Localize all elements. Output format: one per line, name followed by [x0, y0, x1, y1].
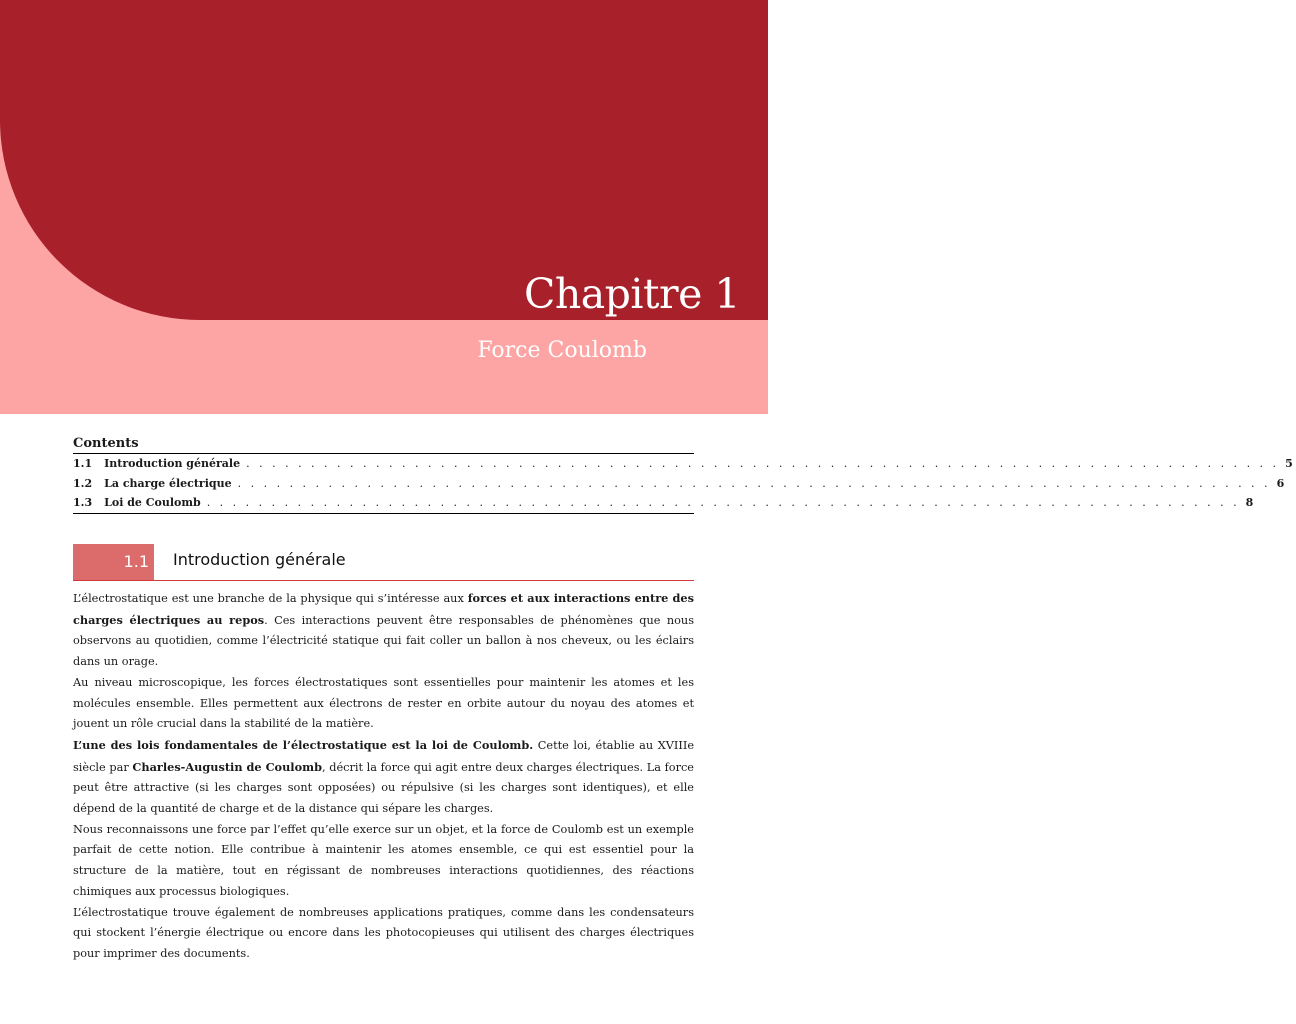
- table-of-contents: [73, 436, 1293, 514]
- toc-entry-title: Loi de Coulomb: [104, 496, 201, 509]
- toc-bottom-rule: [73, 513, 694, 514]
- text-run: Cette loi, établie au XVIIIe siècle par: [73, 738, 695, 774]
- toc-entry[interactable]: [73, 493, 1254, 513]
- toc-entry[interactable]: [73, 454, 1293, 474]
- body-paragraph: [73, 820, 694, 903]
- section-body: [73, 588, 694, 965]
- toc-list: [73, 454, 1293, 513]
- toc-entry-page: 6: [1276, 476, 1285, 490]
- bold-text: forces et aux interactions entre des charges électriques au repos: [73, 591, 694, 627]
- text-run: . Ces interactions peuvent être responsables de phénomènes que nous observons au quotidien, comme l’électricité statique qui fait coller un ballon à nos cheveux, ou les éclairs dans un orage.: [73, 613, 695, 669]
- toc-leader-dots: . . . . . . . . . . . . . . . . . . . . . . . . . . . . . . . . . . . . . . . . . . . . . . . . . . . . . . . . . . . . . . . . . . . . . . . . . . . . . . . .: [206, 496, 1240, 509]
- toc-entry[interactable]: [73, 474, 1285, 494]
- toc-entry-title: La charge électrique: [104, 476, 232, 490]
- text-run: L’électrostatique trouve également de nombreuses applications pratiques, comme dans les condensateurs qui stockent l’énergie électrique ou encore dans les photocopieuses qui utilisent des charges électriques pour imprimer des documents.: [73, 905, 694, 960]
- toc-heading: Contents: [73, 436, 694, 454]
- chapter-header: [0, 0, 768, 414]
- toc-entry-title: Introduction générale: [104, 457, 241, 470]
- toc-entry-page: 5: [1285, 457, 1293, 470]
- toc-leader-dots: . . . . . . . . . . . . . . . . . . . . . . . . . . . . . . . . . . . . . . . . . . . . . . . . . . . . . . . . . . . . . . . . . . . . . . . . . . . . . . . .: [246, 457, 1280, 470]
- text-run: Au niveau microscopique, les forces électrostatiques sont essentielles pour maintenir les atomes et les molécules ensemble. Elles permettent aux électrons de rester en orbite autour du noyau des atomes et jouent un rôle crucial dans la stabilité de la matière.: [73, 675, 694, 731]
- toc-entry-number: 1.3: [73, 496, 93, 509]
- toc-entry-page: 8: [1245, 496, 1254, 509]
- bold-text: L’une des lois fondamentales de l’électrostatique est la loi de Coulomb.: [73, 737, 534, 752]
- text-run: L’électrostatique est une branche de la physique qui s’intéresse aux: [73, 592, 468, 605]
- section-heading: [73, 544, 694, 581]
- chapter-label: Chapitre 1: [523, 270, 740, 318]
- toc-entry-number: 1.1: [73, 457, 93, 470]
- toc-leader-dots: . . . . . . . . . . . . . . . . . . . . . . . . . . . . . . . . . . . . . . . . . . . . . . . . . . . . . . . . . . . . . . . . . . . . . . . . . . . . . . . .: [237, 476, 1271, 490]
- body-paragraph: [73, 673, 694, 735]
- body-paragraph: [73, 588, 694, 673]
- text-run: , décrit la force qui agit entre deux charges électriques. La force peut être attractive (si les charges sont opposées) ou répulsive (si les charges sont identiques), et elle dépend de la quantité de charge et de la distance qui sépare les charges.: [73, 760, 694, 816]
- body-paragraph: [73, 903, 694, 965]
- body-paragraph: [73, 735, 694, 820]
- section-number: 1.1: [73, 544, 154, 580]
- toc-entry-number: 1.2: [73, 476, 93, 490]
- text-run: Nous reconnaissons une force par l’effet qu’elle exerce sur un objet, et la force de Coulomb est un exemple parfait de cette notion. Elle contribue à maintenir les atomes ensemble, ce qui est essentiel pour la structure de la matière, tout en régissant de nombreuses interactions quotidiennes, des réactions chimiques aux processus biologiques.: [73, 822, 694, 898]
- chapter-subtitle: Force Coulomb: [477, 338, 647, 363]
- bold-text: Charles-Augustin de Coulomb: [132, 759, 322, 774]
- section-title: Introduction générale: [173, 550, 346, 569]
